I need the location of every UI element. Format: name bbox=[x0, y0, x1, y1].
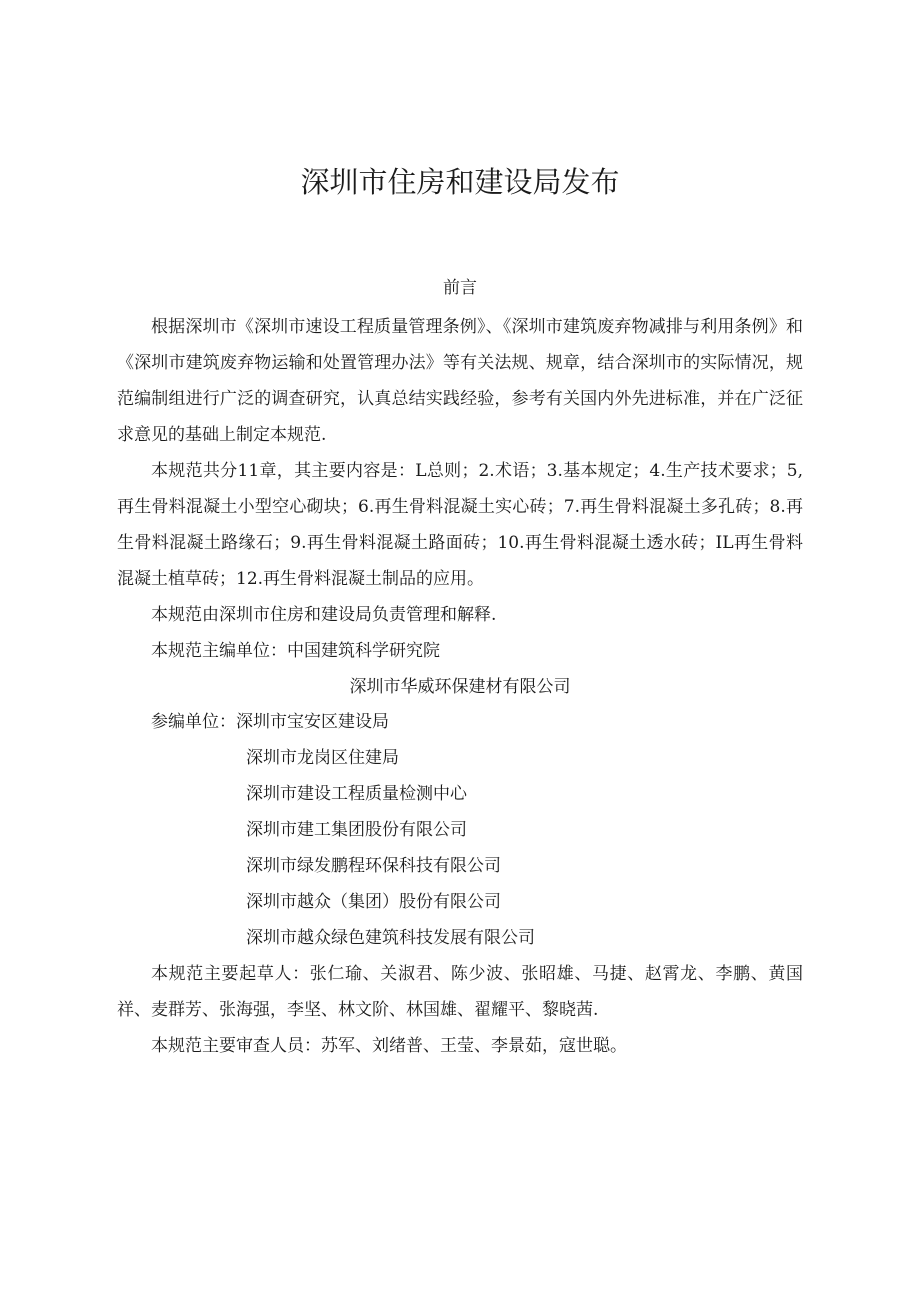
participating-unit: 深圳市绿发鹏程环保科技有限公司 bbox=[246, 856, 501, 876]
participating-unit: 深圳市越众（集团）股份有限公司 bbox=[246, 892, 501, 912]
preface-heading: 前言 bbox=[443, 278, 477, 298]
participating-unit: 深圳市建工集团股份有限公司 bbox=[246, 820, 467, 840]
preface-paragraph-contents: 本规范共分11章，其主要内容是：L总则；2.术语；3.基本规定；4.生产技术要求；5,再生骨料混凝土小型空心砌块；6.再生骨料混凝土实心砖；7.再生骨料混凝土多孔砖；8.再生骨料混凝土路缘石；9.再生骨料混凝土路面砖；10.再生骨料混凝土透水砖；IL再生骨料混凝土植草砖；12.再生骨料混凝土制品的应用。 bbox=[117, 461, 803, 589]
participating-unit: 深圳市建设工程质量检测中心 bbox=[246, 784, 467, 804]
page-title: 深圳市住房和建设局发布 bbox=[300, 165, 620, 199]
preface-paragraph-basis: 根据深圳市《深圳市速设工程质量管理条例》、《深圳市建筑废弃物减排与利用条例》和《深圳市建筑废弃物运输和处置管理办法》等有关法规、规章，结合深圳市的实际情况，规范编制组进行广泛的调查研究，认真总结实践经验，参考有关国内外先进标准，并在广泛征求意见的基础上制定本规范. bbox=[117, 317, 803, 445]
participating-unit: 深圳市越众绿色建筑科技发展有限公司 bbox=[246, 928, 535, 948]
participating-units-label: 参编单位：深圳市宝安区建设局 bbox=[151, 712, 389, 732]
drafters-paragraph: 本规范主要起草人：张仁瑜、关淑君、陈少波、张昭雄、马捷、赵霄龙、李鹏、黄国祥、麦群芳、张海强，李坚、林文阶、林国雄、翟耀平、黎晓茜. bbox=[117, 964, 803, 1020]
preface-paragraph-management: 本规范由深圳市住房和建设局负责管理和解释. bbox=[151, 605, 497, 625]
reviewers-paragraph: 本规范主要审查人员：苏军、刘绪普、王莹、李景茹，寇世聪。 bbox=[151, 1036, 627, 1056]
chief-editor-unit: 本规范主编单位：中国建筑科学研究院 bbox=[151, 641, 440, 661]
chief-editor-unit-second: 深圳市华威环保建材有限公司 bbox=[349, 677, 571, 697]
participating-unit: 深圳市龙岗区住建局 bbox=[246, 748, 399, 768]
